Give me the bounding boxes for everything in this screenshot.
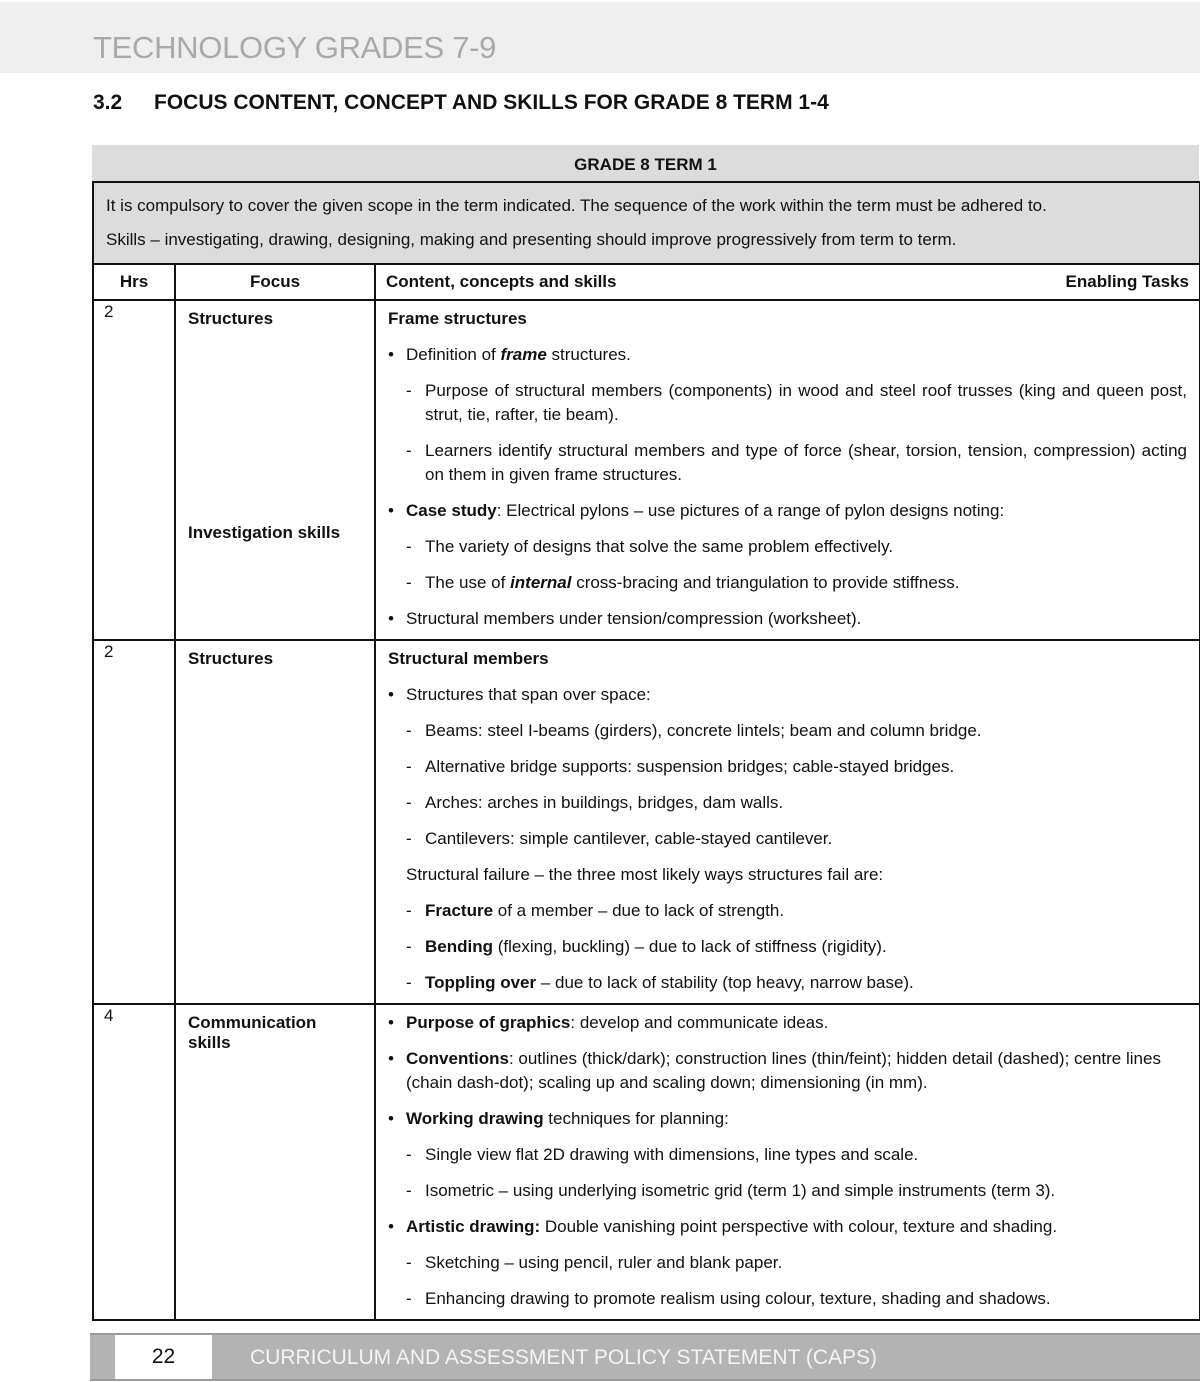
dash-item: - Beams: steel I-beams (girders), concrete lintels; beam and column bridge. (388, 719, 1187, 743)
bullet-item: • Structural members under tension/compression (worksheet). (388, 607, 1187, 631)
focus-label: Investigation skills (188, 523, 341, 542)
focus-label: Structures (188, 309, 274, 328)
dash-item: - Learners identify structural members and type of force (shear, torsion, tension, compression) acting on them in given frame structures. (388, 439, 1187, 487)
bullet-item: • Artistic drawing: Double vanishing point perspective with colour, texture and shading. (388, 1215, 1187, 1239)
notice-line-1: It is compulsory to cover the given scope in the term indicated. The sequence of the work within the term must be adhered to. (106, 196, 1047, 215)
col-header-enabling-tasks: Enabling Tasks (1065, 272, 1189, 291)
dash-item: - The use of internal cross-bracing and triangulation to provide stiffness. (388, 571, 1187, 595)
dash-item: - Alternative bridge supports: suspension bridges; cable-stayed bridges. (388, 755, 1187, 779)
dash-item: - Fracture of a member – due to lack of strength. (388, 899, 1187, 923)
focus-label: Communication skills (188, 1013, 317, 1052)
dash-item: - Single view flat 2D drawing with dimensions, line types and scale. (388, 1143, 1187, 1167)
col-header-focus: Focus (175, 264, 375, 300)
dash-item: - Enhancing drawing to promote realism using colour, texture, shading and shadows. (388, 1287, 1187, 1311)
dash-item: - Isometric – using underlying isometric grid (term 1) and simple instruments (term 3). (388, 1179, 1187, 1203)
table-row (93, 640, 1200, 1004)
bullet-item: • Definition of frame structures. (388, 343, 1187, 367)
content-cell (375, 1004, 1200, 1320)
dash-item: - Purpose of structural members (components) in wood and steel roof trusses (king and queen post, strut, tie, rafter, tie beam). (388, 379, 1187, 427)
dash-item: - The variety of designs that solve the same problem effectively. (388, 535, 1187, 559)
dash-item: - Toppling over – due to lack of stability (top heavy, narrow base). (388, 971, 1187, 995)
table-row (93, 1004, 1200, 1320)
column-header-row (93, 264, 1200, 300)
dash-item: - Bending (flexing, buckling) – due to lack of stiffness (rigidity). (388, 935, 1187, 959)
bullet-item: • Structures that span over space: (388, 683, 1187, 707)
bullet-item: • Conventions: outlines (thick/dark); construction lines (thin/feint); hidden detail (dashed); centre lines (chain dash-dot); scaling up and scaling down; dimensioning (in mm). (388, 1047, 1187, 1095)
table-row (93, 300, 1200, 640)
hrs-cell: 2 (93, 300, 175, 640)
term-header: GRADE 8 TERM 1 (92, 145, 1199, 181)
content-title: Structural members (388, 649, 549, 668)
curriculum-table (92, 145, 1199, 1321)
bullet-item: • Case study: Electrical pylons – use pictures of a range of pylon designs noting: (388, 499, 1187, 523)
notice-line-2: Skills – investigating, drawing, designing, making and presenting should improve progressively from term to term. (106, 230, 957, 249)
scope-notice (93, 182, 1200, 264)
dash-item: - Cantilevers: simple cantilever, cable-stayed cantilever. (388, 827, 1187, 851)
content-title: Frame structures (388, 309, 527, 328)
bullet-item: • Purpose of graphics: develop and communicate ideas. (388, 1011, 1187, 1035)
dash-item: - Arches: arches in buildings, bridges, dam walls. (388, 791, 1187, 815)
content-grid (92, 181, 1200, 1321)
dash-item: - Sketching – using pencil, ruler and blank paper. (388, 1251, 1187, 1275)
hrs-cell: 4 (93, 1004, 175, 1320)
section-heading (93, 91, 829, 115)
content-cell (375, 300, 1200, 640)
section-title: FOCUS CONTENT, CONCEPT AND SKILLS FOR GRADE 8 TERM 1-4 (154, 91, 829, 114)
page-number: 22 (115, 1335, 212, 1379)
focus-cell (175, 640, 375, 1004)
footer-text: CURRICULUM AND ASSESSMENT POLICY STATEMENT (CAPS) (250, 1346, 878, 1369)
focus-label: Structures (188, 649, 274, 668)
focus-cell (175, 300, 375, 640)
col-header-content-label: Content, concepts and skills (386, 272, 617, 291)
plain-text: Structural failure – the three most likely ways structures fail are: (406, 865, 884, 884)
bullet-item: • Working drawing techniques for planning: (388, 1107, 1187, 1131)
section-number: 3.2 (93, 91, 123, 114)
document-title: TECHNOLOGY GRADES 7-9 (93, 30, 497, 65)
focus-cell (175, 1004, 375, 1320)
col-header-content (375, 264, 1200, 300)
col-header-hrs: Hrs (93, 264, 175, 300)
content-cell (375, 640, 1200, 1004)
hrs-cell: 2 (93, 640, 175, 1004)
footer-band (90, 1333, 1200, 1381)
